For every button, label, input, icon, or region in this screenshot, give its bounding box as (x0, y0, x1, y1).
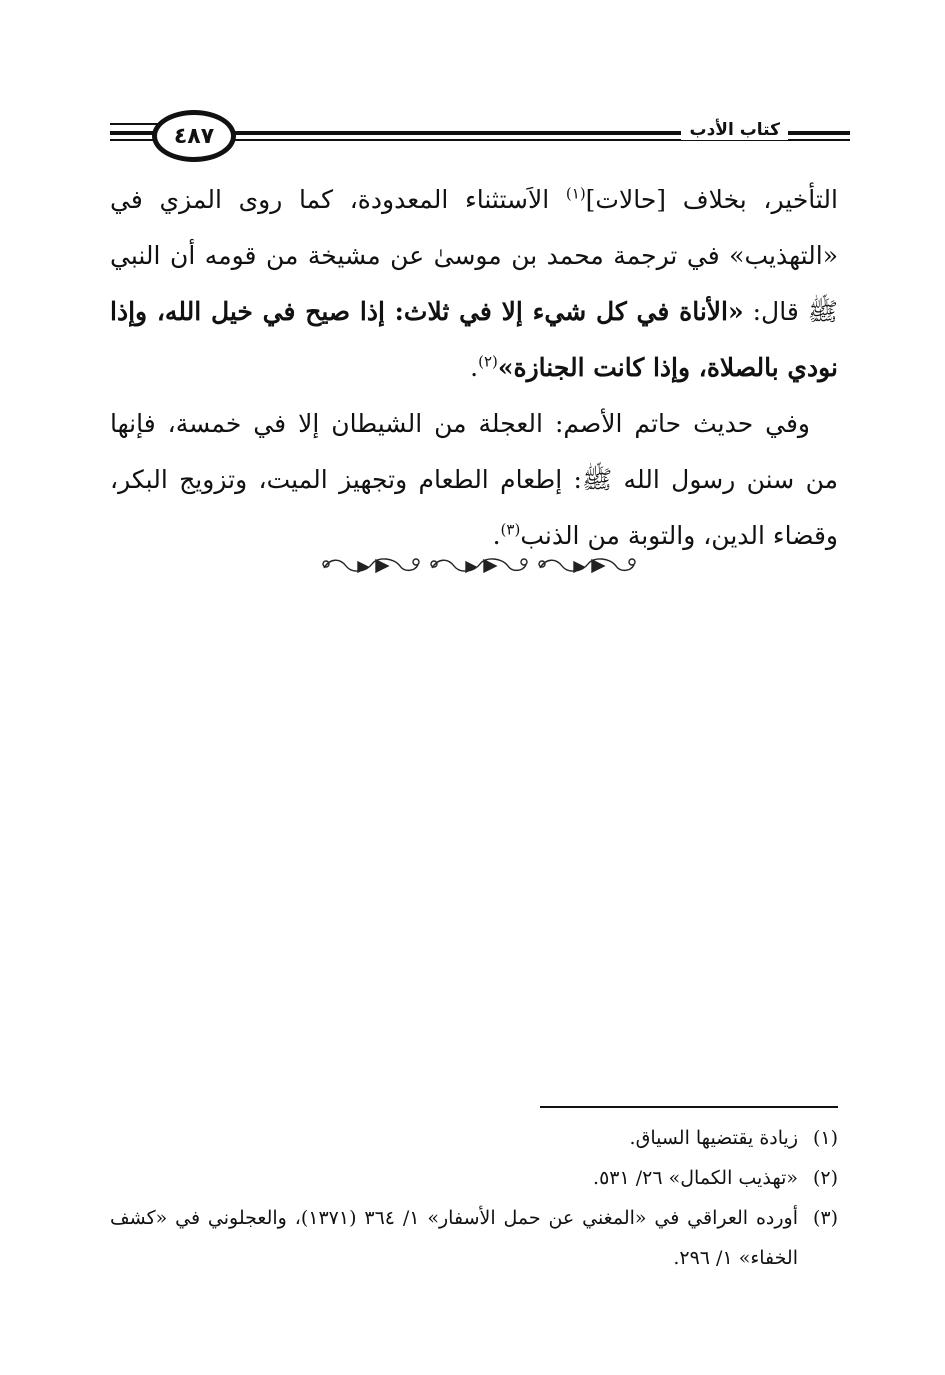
paragraph-2 (110, 396, 838, 564)
paragraph-1-text: الاَستثناء المعدودة، كما روى المزي في «التهذيب» في ترجمة محمد بن موسىٰ عن مشيخة من قومه أن النبي ﷺ قال: (110, 185, 838, 326)
footnote-ref-3: (٣) (500, 520, 521, 539)
footnote-3 (110, 1198, 838, 1278)
title-dash (795, 132, 850, 135)
footnote-text: «تهذيب الكمال» ٢٦/ ٥٣١. (593, 1167, 798, 1189)
paragraph-1 (110, 172, 838, 396)
floral-divider-icon (318, 552, 638, 578)
footnote-number: (٢) (812, 1167, 838, 1189)
paragraph-2-text: وفي حديث حاتم الأصم: العجلة من الشيطان إلا في خمسة، فإنها من سنن رسول الله ﷺ: إطعام الطعام وتجهيز الميت، وتزويج البكر، وقضاء الدين، والتوبة من الذنب (110, 409, 838, 550)
footnote-1 (110, 1118, 838, 1158)
page-number: ٤٨٧ (173, 123, 215, 149)
paragraph-2-end: . (492, 521, 501, 550)
footnotes (110, 1118, 838, 1278)
footnote-text: زيادة يقتضيها السياق. (629, 1127, 798, 1149)
footnote-number: (٣) (812, 1207, 838, 1229)
footnote-ref-2: (٢) (478, 352, 498, 371)
page-header (110, 108, 850, 168)
paragraph-1-opening: التأخير، بخلاف [حالات] (585, 185, 838, 214)
footnote-2 (110, 1158, 838, 1198)
paragraph-1-end: . (470, 353, 479, 382)
hadith-quote: «الأناة في كل شيء إلا في ثلاث: إذا صيح في خيل الله، وإذا نودي بالصلاة، وإذا كانت الجنازة» (110, 297, 838, 382)
running-title: كتاب الأدب (681, 120, 788, 140)
footnote-number: (١) (812, 1127, 838, 1149)
main-text (110, 172, 838, 564)
footnote-text: أورده العراقي في «المغني عن حمل الأسفار» ١/ ٣٦٤ (١٣٧١)، والعجلوني في «كشف الخفاء» ١/ ٢٩٦. (110, 1207, 799, 1269)
footnote-rule (540, 1106, 838, 1108)
footnote-ref-1: (١) (565, 184, 586, 203)
page-number-badge (152, 110, 236, 162)
